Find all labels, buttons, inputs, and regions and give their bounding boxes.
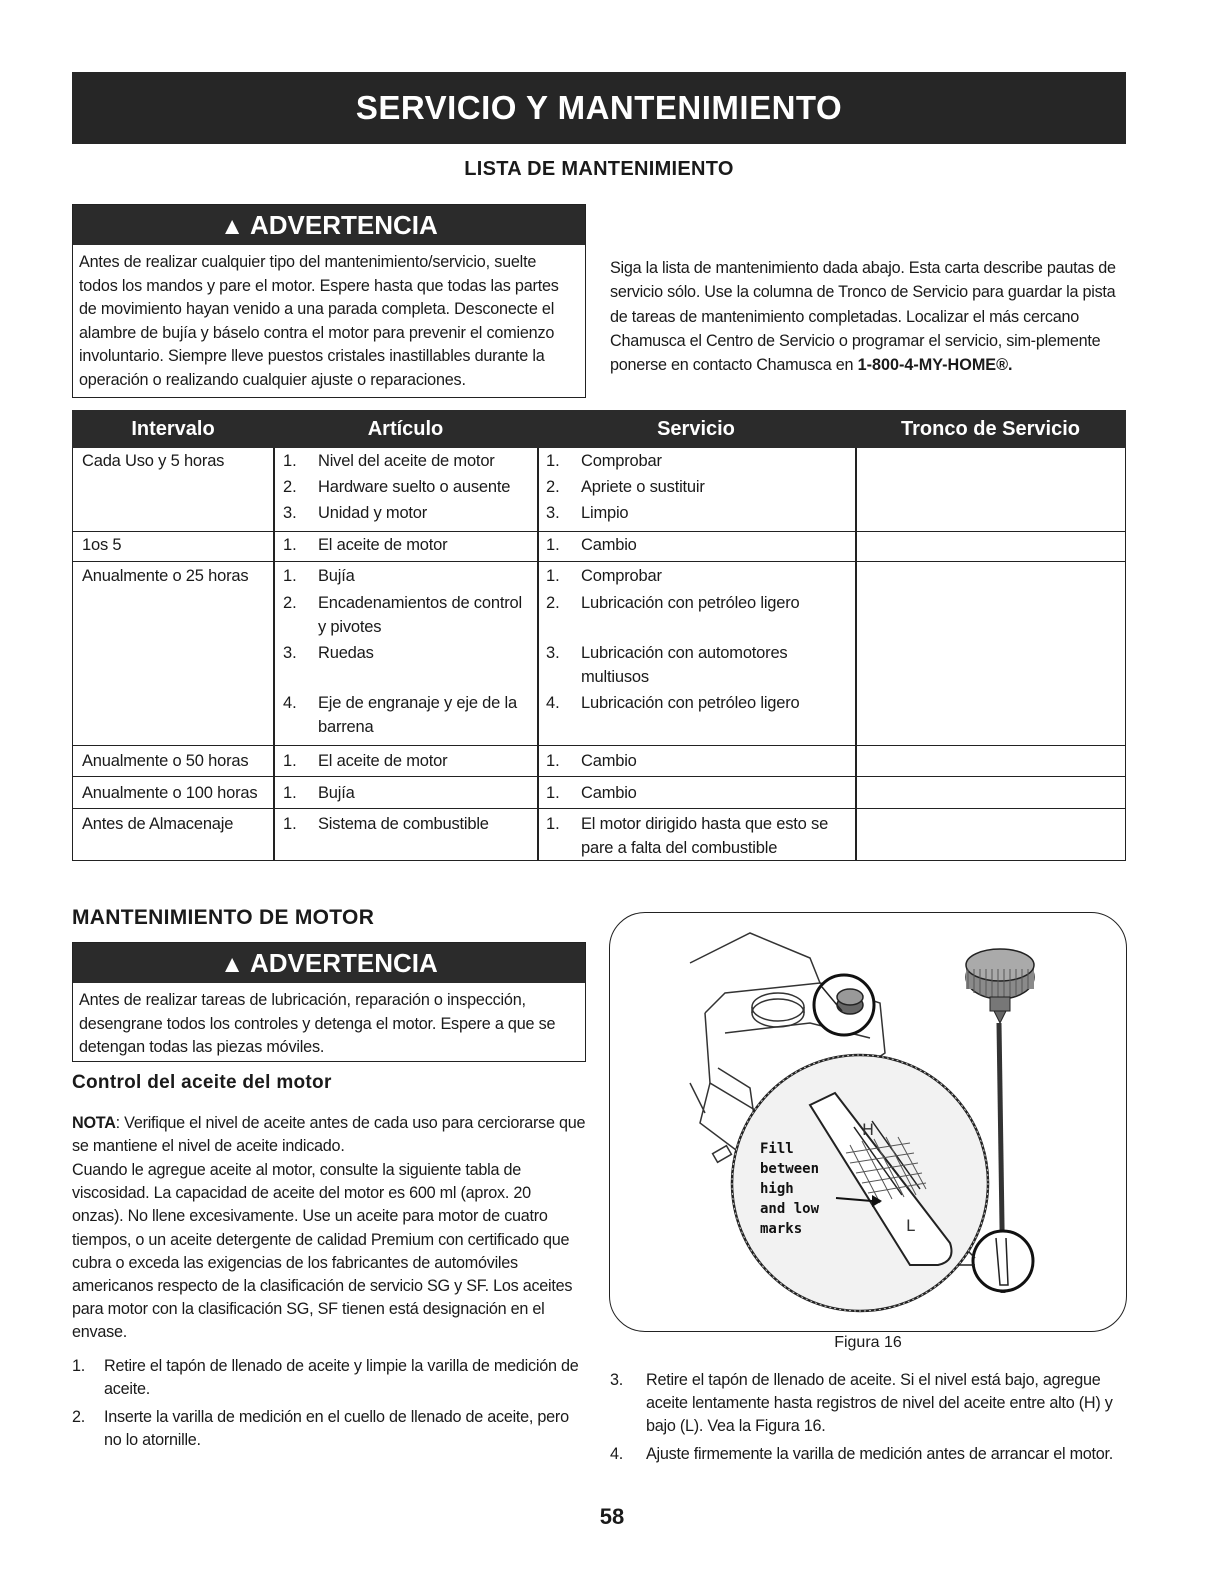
service-number: 1. bbox=[546, 567, 560, 585]
item-number: 1. bbox=[283, 784, 297, 802]
warning-text: Antes de realizar cualquier tipo del mantenimiento/servicio, suelte todos los mandos y pare el motor. Espere hasta que todas las partes de movimiento hayan venido a una parada completa. Desconecte el alambre de bujía y báselo contra el motor para prevenir el comienzo involuntario. Siempre lleve puestos cristales inastillables durante la operación o realizando cualquier ajuste o reparaciones. bbox=[79, 253, 559, 389]
item-text: Ruedas bbox=[318, 644, 374, 662]
interval-cell: Anualmente o 25 horas bbox=[82, 567, 249, 585]
warning-header bbox=[73, 205, 585, 245]
item-number: 4. bbox=[283, 694, 297, 712]
low-mark-label: L bbox=[906, 1216, 915, 1235]
item-number: 1. bbox=[283, 815, 297, 833]
col-header-tronco: Tronco de Servicio bbox=[901, 418, 1080, 440]
step-number: 4. bbox=[610, 1445, 624, 1463]
warning-triangle-icon: ▲ bbox=[220, 951, 244, 978]
column-divider bbox=[537, 448, 539, 861]
service-text: Lubricación con automotores multiusos bbox=[581, 644, 788, 686]
figure-caption: Figura 16 bbox=[834, 1334, 902, 1351]
step-text: Inserte la varilla de medición en el cuello de llenado de aceite, pero no lo atornille. bbox=[104, 1408, 569, 1450]
item-text: Hardware suelto o ausente bbox=[318, 478, 511, 496]
step-text: Retire el tapón de llenado de aceite y limpie la varilla de medición de aceite. bbox=[104, 1357, 579, 1399]
note-paragraph bbox=[72, 1112, 586, 1158]
item-text: Encadenamientos de control y pivotes bbox=[318, 594, 522, 636]
interval-cell: 1os 5 bbox=[82, 536, 122, 554]
col-header-articulo: Artículo bbox=[367, 418, 444, 440]
section-banner: SERVICIO Y MANTENIMIENTO bbox=[72, 72, 1126, 144]
warning-box bbox=[72, 204, 586, 398]
column-divider bbox=[273, 448, 275, 861]
item-text: Unidad y motor bbox=[318, 504, 428, 522]
fill-label-line: between bbox=[760, 1161, 820, 1177]
fill-label-line: high bbox=[760, 1181, 794, 1197]
list-title: LISTA DE MANTENIMIENTO bbox=[464, 158, 734, 180]
step-text: Ajuste firmemente la varilla de medición antes de arrancar el motor. bbox=[646, 1445, 1114, 1463]
interval-cell: Cada Uso y 5 horas bbox=[82, 452, 225, 470]
service-number: 1. bbox=[546, 536, 560, 554]
service-text: Apriete o sustituir bbox=[581, 478, 705, 496]
fill-label-line: and low bbox=[760, 1201, 820, 1217]
note-text: : Verifique el nivel de aceite antes de cada uso para cerciorarse que se mantiene el nivel de aceite indicado. bbox=[72, 1114, 586, 1156]
page-number: 58 bbox=[599, 1504, 625, 1529]
service-text: Lubricación con petróleo ligero bbox=[581, 594, 800, 612]
service-number: 2. bbox=[546, 594, 560, 612]
fill-label-line: marks bbox=[760, 1221, 803, 1237]
engine-dipstick-illustration bbox=[610, 913, 1126, 1331]
item-number: 1. bbox=[283, 536, 297, 554]
service-number: 1. bbox=[546, 452, 560, 470]
list-item bbox=[610, 1369, 1124, 1439]
interval-cell: Anualmente o 50 horas bbox=[82, 752, 249, 770]
service-number: 1. bbox=[546, 752, 560, 770]
service-number: 1. bbox=[546, 815, 560, 833]
service-number: 2. bbox=[546, 478, 560, 496]
item-text: El aceite de motor bbox=[318, 536, 448, 554]
col-header-intervalo: Intervalo bbox=[131, 418, 215, 440]
intro-phone: 1-800-4-MY-HOME®. bbox=[857, 356, 1013, 375]
service-text: Lubricación con petróleo ligero bbox=[581, 694, 800, 712]
high-mark-label: H bbox=[862, 1120, 875, 1139]
column-divider bbox=[855, 448, 857, 861]
service-text: El motor dirigido hasta que esto se pare a falta del combustible bbox=[581, 815, 829, 857]
step-number: 3. bbox=[610, 1371, 624, 1389]
item-number: 3. bbox=[283, 504, 297, 522]
service-number: 4. bbox=[546, 694, 560, 712]
warning-header bbox=[73, 943, 585, 983]
intro-paragraph bbox=[610, 256, 1122, 377]
warning-box bbox=[72, 942, 586, 1062]
item-number: 2. bbox=[283, 478, 297, 496]
service-text: Limpio bbox=[581, 504, 629, 522]
service-text: Cambio bbox=[581, 752, 637, 770]
table-header bbox=[72, 410, 1126, 448]
interval-cell: Antes de Almacenaje bbox=[82, 815, 234, 833]
service-number: 3. bbox=[546, 504, 560, 522]
item-number: 1. bbox=[283, 567, 297, 585]
service-text: Comprobar bbox=[581, 567, 662, 585]
step-text: Retire el tapón de llenado de aceite. Si el nivel está bajo, agregue aceite lentamente hasta registros de nivel del aceite entre alto (H) y bajo (L). Vea la Figura 16. bbox=[646, 1371, 1113, 1436]
list-item bbox=[72, 1406, 584, 1452]
fill-label-line: Fill bbox=[760, 1141, 794, 1157]
subsection-title: Control del aceite del motor bbox=[72, 1072, 332, 1093]
intro-text: Siga la lista de mantenimiento dada abajo. Esta carta describe pautas de servicio sólo. Use la columna de Tronco de Servicio para guardar la pista de tareas de mantenimiento completadas. Localizar el más cercano Chamusca el Centro de Servicio o programar el servicio, sim-plemente ponerse en contacto Chamusca en bbox=[610, 259, 1116, 375]
item-number: 1. bbox=[283, 752, 297, 770]
section-title: MANTENIMIENTO DE MOTOR bbox=[72, 906, 375, 929]
item-text: Bujía bbox=[318, 567, 355, 585]
item-text: Sistema de combustible bbox=[318, 815, 489, 833]
interval-cell: Anualmente o 100 horas bbox=[82, 784, 258, 802]
service-number: 1. bbox=[546, 784, 560, 802]
item-number: 1. bbox=[283, 452, 297, 470]
item-number: 3. bbox=[283, 644, 297, 662]
warning-text: Antes de realizar tareas de lubricación, reparación o inspección, desengrane todos los controles y detenga el motor. Espere a que se detengan todas las piezas móviles. bbox=[79, 991, 556, 1056]
list-item bbox=[610, 1443, 1124, 1466]
step-number: 2. bbox=[72, 1408, 86, 1426]
service-number: 3. bbox=[546, 644, 560, 662]
warning-triangle-icon: ▲ bbox=[220, 213, 244, 240]
body-paragraph: Cuando le agregue aceite al motor, consulte la siguiente tabla de viscosidad. La capacidad de aceite del motor es 600 ml (aprox. 20 onzas). No llene excesivamente. Use un aceite para motor de cuatro tiempos, o un aceite detergente de calidad Premium con certificado que cubra o exceda las exigencias de los fabricantes de automóviles americanos respecto de la clasificación de servicio SG y SF. Los aceites para motor con la clasificación SG, SF tienen está designación en el envase. bbox=[72, 1161, 573, 1342]
item-text: Eje de engranaje y eje de la barrena bbox=[318, 694, 517, 736]
service-text: Comprobar bbox=[581, 452, 662, 470]
figure-16 bbox=[609, 912, 1127, 1332]
item-text: El aceite de motor bbox=[318, 752, 448, 770]
step-number: 1. bbox=[72, 1357, 86, 1375]
item-number: 2. bbox=[283, 594, 297, 612]
list-item bbox=[72, 1355, 584, 1401]
col-header-servicio: Servicio bbox=[657, 418, 735, 440]
dipstick-cap-icon bbox=[966, 949, 1034, 1023]
service-text: Cambio bbox=[581, 784, 637, 802]
warning-title: ADVERTENCIA bbox=[249, 948, 438, 978]
item-text: Bujía bbox=[318, 784, 355, 802]
service-text: Cambio bbox=[581, 536, 637, 554]
item-text: Nivel del aceite de motor bbox=[318, 452, 495, 470]
note-label: NOTA bbox=[72, 1114, 116, 1132]
warning-title: ADVERTENCIA bbox=[249, 210, 438, 240]
